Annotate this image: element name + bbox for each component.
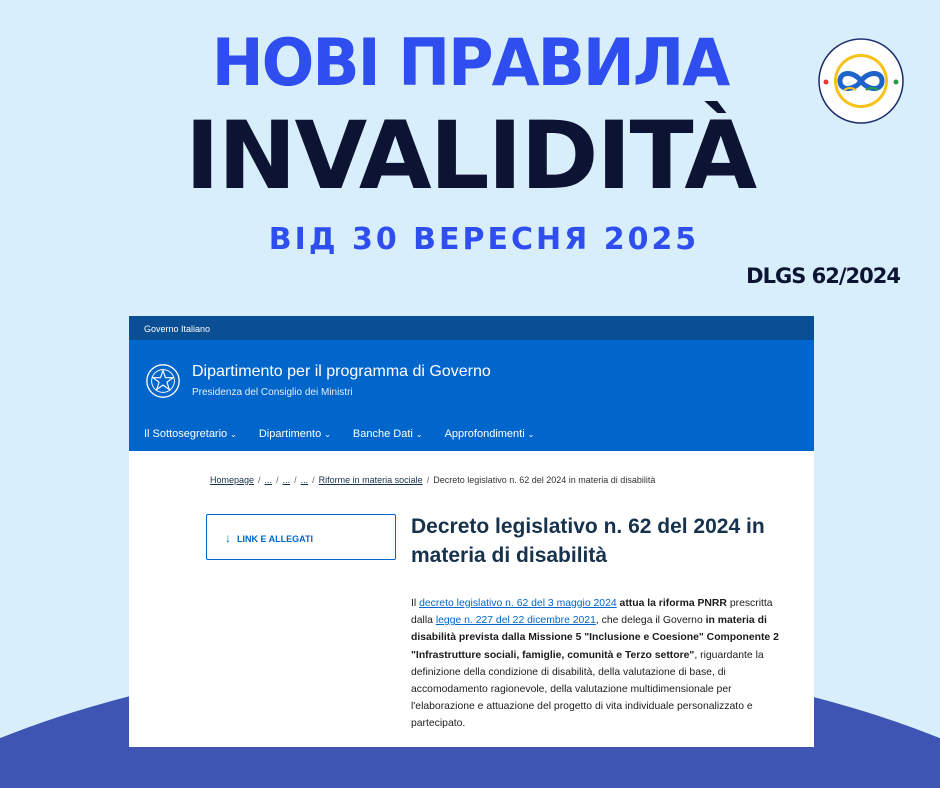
chevron-down-icon: ⌄ <box>230 430 237 439</box>
article-body: Il decreto legislativo n. 62 del 3 maggio 2024 attua la riforma PNRR prescritta dalla legge n. 227 del 22 dicembre 2021, che delega il Governo in materia di disabilità prevista dalla Missione 5 "Inclusione e Coesione" Componente 2 "Infrastrutture sociali, famiglie, comunità e Terzo settore", riguardante la definizione della condizione di disabilità, della valutazione di base, di accomodamento ragionevole, della valutazione multidimensionale per l'elaborazione e attuazione del progetto di vita individuale personalizzato e partecipato. <box>411 598 779 730</box>
breadcrumb-section[interactable]: Riforme in materia sociale <box>318 475 423 485</box>
top-bar[interactable]: Governo Italiano <box>129 316 814 340</box>
infinity-logo-icon <box>818 38 904 124</box>
nav-item-approfondimenti[interactable]: Approfondimenti ⌄ <box>444 428 535 440</box>
breadcrumb-home[interactable]: Homepage <box>210 475 255 485</box>
decree-code: DLGS 62/2024 <box>746 264 900 288</box>
poster-title-line2: INVALIDITÀ <box>184 102 756 211</box>
breadcrumb-ellipsis[interactable]: ... <box>282 475 291 485</box>
breadcrumb-ellipsis[interactable]: ... <box>300 475 309 485</box>
breadcrumb: Homepage / ... / ... / ... / Riforme in materia sociale / Decreto legislativo n. 62 del 2024 in materia di disabilità <box>210 475 656 485</box>
main-nav <box>144 428 534 440</box>
chevron-down-icon: ⌄ <box>324 430 331 439</box>
links-and-attachments-button[interactable]: ↓ LINK E ALLEGATI <box>206 514 396 560</box>
law-link[interactable]: legge n. 227 del 22 dicembre 2021 <box>435 615 596 627</box>
department-name[interactable]: Dipartimento per il programma di Governo <box>192 363 491 380</box>
website-screenshot <box>129 316 814 747</box>
nav-item-banche-dati[interactable]: Banche Dati ⌄ <box>352 428 423 440</box>
breadcrumb-ellipsis[interactable]: ... <box>264 475 273 485</box>
poster-subtitle: ВІД 30 ВЕРЕСНЯ 2025 <box>268 222 700 257</box>
breadcrumb-current: Decreto legislativo n. 62 del 2024 in materia di disabilità <box>433 475 656 485</box>
chevron-down-icon: ⌄ <box>415 430 423 439</box>
decree-link[interactable]: decreto legislativo n. 62 del 3 maggio 2024 <box>419 598 617 609</box>
presidency-name: Presidenza del Consiglio dei Ministri <box>192 387 353 398</box>
nav-item-dipartimento[interactable]: Dipartimento ⌄ <box>258 428 331 440</box>
italian-republic-emblem-icon <box>144 362 182 400</box>
poster-title-line1: НОВІ ПРАВИЛА <box>211 24 729 101</box>
article-title: Decreto legislativo n. 62 del 2024 in materia di disabilità <box>411 515 765 567</box>
nav-item-sottosegretario[interactable]: Il Sottosegretario ⌄ <box>144 428 237 440</box>
chevron-down-icon: ⌄ <box>527 430 535 439</box>
site-header <box>129 340 814 451</box>
arrow-down-icon: ↓ <box>225 531 231 545</box>
